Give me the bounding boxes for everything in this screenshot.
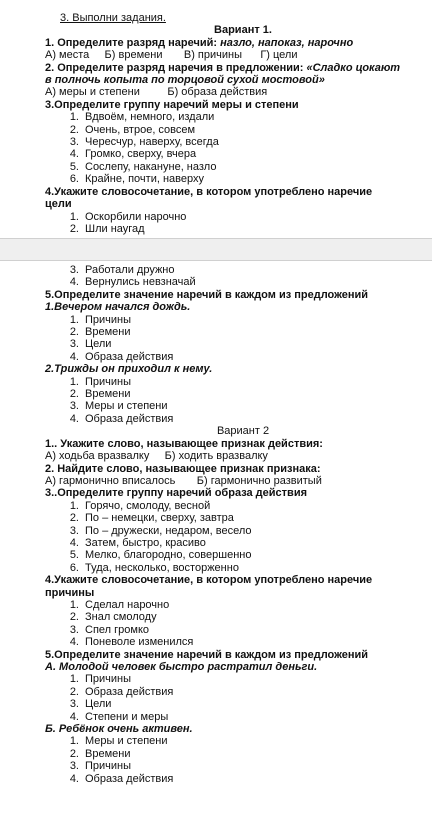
item-text: Туда, несколько, восторженно	[85, 561, 239, 574]
item-number: 4.	[69, 710, 79, 723]
item-text: Времени	[85, 326, 131, 339]
list-item	[45, 388, 426, 400]
v1-q2-options: А) меры и степени Б) образа действия	[45, 86, 268, 99]
v2-q1-options: А) ходьба вразвалку Б) ходить вразвалку	[45, 450, 268, 463]
item-number: 6.	[69, 173, 79, 186]
item-text: Шли наугад	[85, 222, 145, 235]
item-text: Чересчур, наверху, всегда	[85, 136, 219, 149]
item-text: Мелко, благородно, совершенно	[85, 549, 252, 562]
item-number: 3.	[69, 760, 79, 773]
list-item	[45, 698, 426, 710]
item-text: Причины	[85, 760, 132, 773]
v2-q5-title: 5.Определите значение наречий в каждом из предложений	[45, 648, 369, 661]
v2-q3-list	[45, 500, 426, 574]
item-text: Цели	[85, 338, 112, 351]
item-text: По – немецки, сверху, завтра	[85, 512, 234, 525]
item-text: Вдвоём, немного, издали	[85, 111, 215, 124]
v1-q1-label: 1. Определите разряд наречий:	[45, 36, 218, 49]
list-item	[45, 124, 426, 136]
item-number: 5.	[69, 160, 79, 173]
item-number: 4.	[69, 636, 79, 649]
item-number: 3.	[69, 400, 79, 413]
item-number: 2.	[69, 747, 79, 760]
list-item	[45, 111, 426, 123]
v1-q2-quote-part1: «Сладко цокают	[306, 61, 401, 74]
item-number: 3.	[69, 136, 79, 149]
list-item	[45, 148, 426, 160]
item-number: 2.	[69, 685, 79, 698]
v1-q4-title-line1: 4.Укажите словосочетание, в котором употреблено наречие	[45, 185, 373, 198]
task-header	[45, 12, 426, 24]
item-text: Поневоле изменился	[85, 636, 194, 649]
list-item	[45, 173, 426, 185]
list-item	[45, 500, 426, 512]
v2-q2-options: А) гармонично вписалось Б) гармонично развитый	[45, 474, 322, 487]
v1-s2-list	[45, 376, 426, 426]
item-number: 1.	[69, 375, 79, 388]
list-item	[45, 338, 426, 350]
v1-q4-title-line2: цели	[45, 198, 72, 211]
item-number: 3.	[69, 698, 79, 711]
item-number: 2.	[69, 326, 79, 339]
v2-q4-list	[45, 599, 426, 649]
list-item	[45, 413, 426, 425]
v1-q5-title: 5.Определите значение наречий в каждом из предложений	[45, 288, 369, 301]
list-item	[45, 223, 426, 235]
item-number: 6.	[69, 561, 79, 574]
item-number: 2.	[69, 388, 79, 401]
v1-question-2	[45, 62, 426, 74]
item-text: Образа действия	[85, 412, 174, 425]
item-number: 4.	[69, 148, 79, 161]
v1-q1-words: назло, напоказ, нарочно	[220, 36, 354, 49]
item-number: 1.	[69, 673, 79, 686]
list-item	[45, 314, 426, 326]
item-text: Знал смолоду	[85, 611, 157, 624]
item-text: Работали дружно	[85, 264, 175, 276]
item-number: 1.	[69, 111, 79, 124]
list-item	[45, 264, 426, 276]
item-number: 4.	[69, 536, 79, 549]
v1-q4-list	[45, 211, 426, 236]
v1-q2-label: 2. Определите разряд наречия в предложении:	[45, 61, 304, 74]
item-text: Меры и степени	[85, 400, 168, 413]
item-text: Затем, быстро, красиво	[85, 536, 206, 549]
list-item	[45, 136, 426, 148]
list-item	[45, 376, 426, 388]
item-number: 1.	[69, 499, 79, 512]
v2-question-3: 3..Определите группу наречий образа действия	[45, 487, 307, 500]
v1-q2-quote-part2: в полночь копыта по торцовой сухой мостовой»	[45, 74, 325, 87]
list-item	[45, 773, 426, 785]
item-text: Причины	[85, 375, 132, 388]
item-number: 4.	[69, 276, 79, 289]
item-text: Времени	[85, 747, 131, 760]
list-item	[45, 611, 426, 623]
list-item	[45, 748, 426, 760]
list-item	[45, 351, 426, 363]
item-number: 1.	[69, 598, 79, 611]
item-text: Образа действия	[85, 685, 174, 698]
v1-question-1	[45, 37, 426, 49]
v1-sentence-1: 1.Вечером начался дождь.	[45, 301, 191, 314]
v2-sb-list	[45, 735, 426, 785]
list-item	[45, 549, 426, 561]
item-number: 4.	[69, 412, 79, 425]
item-number: 2.	[69, 222, 79, 235]
v2-sentence-a: А. Молодой человек быстро растратил деньги.	[45, 661, 318, 673]
list-item	[45, 686, 426, 698]
item-text: Причины	[85, 313, 132, 326]
list-item	[45, 599, 426, 611]
v2-question-2: 2. Найдите слово, называющее признак признака:	[45, 462, 321, 475]
item-number: 3.	[69, 524, 79, 537]
item-number: 3.	[69, 264, 79, 276]
v2-sa-list	[45, 673, 426, 723]
v2-q4-line1: 4.Укажите словосочетание, в котором употреблено наречие	[45, 574, 373, 587]
item-number: 2.	[69, 611, 79, 624]
v1-s1-list	[45, 314, 426, 364]
item-number: 1.	[69, 735, 79, 748]
item-text: Сделал нарочно	[85, 598, 170, 611]
item-number: 5.	[69, 549, 79, 562]
v1-q3-list	[45, 111, 426, 185]
variant-1-title: Вариант 1.	[214, 24, 272, 37]
list-item	[45, 760, 426, 772]
item-text: Цели	[85, 698, 112, 711]
item-text: Степени и меры	[85, 710, 169, 723]
document-page-1	[0, 0, 432, 239]
item-number: 4.	[69, 772, 79, 785]
item-text: Меры и степени	[85, 735, 168, 748]
list-item	[45, 400, 426, 412]
list-item	[45, 562, 426, 574]
item-text: По – дружески, недаром, весело	[85, 524, 252, 537]
item-text: Сослепу, накануне, назло	[85, 160, 217, 173]
item-text: Вернулись невзначай	[85, 276, 196, 289]
item-number: 2.	[69, 123, 79, 136]
v1-q1-options: А) места Б) времени В) причины Г) цели	[45, 49, 298, 62]
list-item	[45, 276, 426, 288]
item-text: Причины	[85, 673, 132, 686]
document-page-2	[0, 260, 432, 815]
list-item	[45, 537, 426, 549]
list-item	[45, 211, 426, 223]
list-item	[45, 636, 426, 648]
item-text: Образа действия	[85, 772, 174, 785]
v2-q4-line2: причины	[45, 586, 95, 599]
v2-question-1: 1.. Укажите слово, называющее признак действия:	[45, 437, 323, 450]
item-text: Крайне, почти, наверху	[85, 173, 204, 186]
item-text: Громко, сверху, вчера	[85, 148, 197, 161]
v1-q3-title: 3.Определите группу наречий меры и степени	[45, 98, 299, 111]
list-item	[45, 673, 426, 685]
list-item	[45, 711, 426, 723]
list-item	[45, 512, 426, 524]
v2-sentence-b: Б. Ребёнок очень активен.	[45, 723, 193, 736]
item-text: Очень, втрое, совсем	[85, 123, 196, 136]
item-number: 3.	[69, 623, 79, 636]
list-item	[45, 525, 426, 537]
item-number: 3.	[69, 338, 79, 351]
item-number: 4.	[69, 350, 79, 363]
item-text: Горячо, смолоду, весной	[85, 499, 211, 512]
item-text: Образа действия	[85, 350, 174, 363]
item-number: 1.	[69, 210, 79, 223]
v1-q4-list-cont	[45, 264, 426, 289]
v1-sentence-2: 2.Трижды он приходил к нему.	[45, 363, 213, 376]
list-item	[45, 326, 426, 338]
task-header-text: 3. Выполни задания.	[60, 12, 166, 24]
item-number: 1.	[69, 313, 79, 326]
item-text: Оскорбили нарочно	[85, 210, 187, 223]
variant-2-title: Вариант 2	[216, 425, 270, 438]
item-number: 2.	[69, 512, 79, 525]
page-gap	[0, 239, 432, 260]
list-item	[45, 735, 426, 747]
list-item	[45, 624, 426, 636]
list-item	[45, 161, 426, 173]
item-text: Спел громко	[85, 623, 149, 636]
item-text: Времени	[85, 388, 131, 401]
